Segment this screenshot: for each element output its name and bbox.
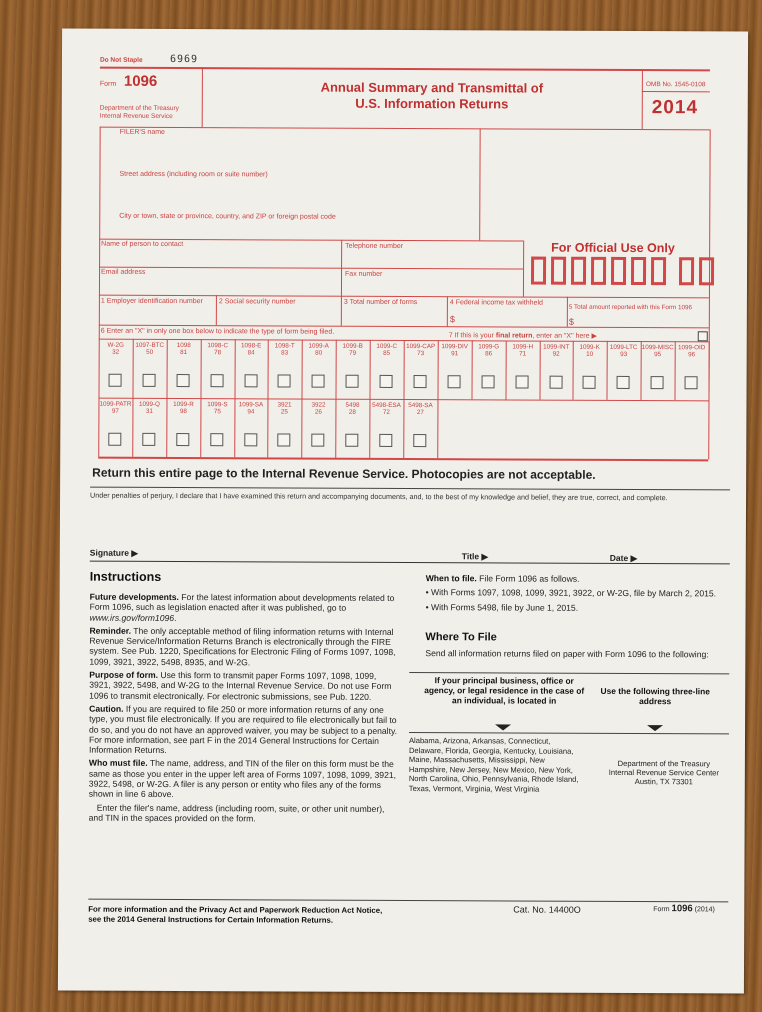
official-use-box [571, 257, 586, 285]
email-top-rule [99, 267, 523, 270]
address-line-1: Department of the Treasury [617, 758, 711, 769]
privacy-line-2: see the 2014 General Instructions for Certain Information Returns. [88, 914, 334, 925]
form-type-name: 1099-OID [678, 344, 706, 352]
perjury-statement: Under penalties of perjury, I declare that I have examined this return and accompanying documents, and, to the best of my knowledge and belief, they are true, correct, and complete. [90, 490, 668, 503]
form-type-cell [302, 343, 336, 357]
box-divider [216, 295, 217, 325]
form-right-border [708, 129, 710, 459]
form-type-code: 75 [213, 408, 221, 416]
form-type-cell [369, 402, 403, 416]
form-type-checkbox[interactable] [312, 375, 325, 388]
form-type-checkbox[interactable] [448, 375, 461, 388]
form-type-name: 1098-C [207, 342, 229, 350]
down-arrow-icon [647, 725, 663, 731]
form-number: 1096 [123, 72, 158, 90]
form-type-name: 1099-INT [543, 343, 570, 351]
form-type-name: 1097-BTC [135, 341, 165, 349]
form-type-cell [675, 344, 709, 358]
form-type-name: 1099-K [579, 343, 600, 351]
form-type-cell [438, 343, 472, 357]
form-type-code: 91 [451, 350, 459, 358]
form-type-cell [99, 342, 133, 356]
tax-year: 2014 [651, 97, 699, 119]
when-bullet-2: • With Forms 5498, file by June 1, 2015. [425, 601, 579, 613]
form-type-checkbox[interactable] [482, 375, 495, 388]
form-type-cell [540, 344, 573, 358]
form-type-name: 1099-H [512, 343, 534, 351]
form-type-name: 3921 [277, 401, 292, 409]
form-type-cell [268, 342, 302, 356]
official-use-box [611, 257, 626, 285]
title-label: Title ▶ [461, 551, 489, 562]
address-line-2: Internal Revenue Service Center [608, 767, 719, 778]
form-type-name: 3922 [311, 401, 326, 409]
official-use-box [531, 257, 546, 285]
form-type-code: 96 [688, 351, 696, 359]
form-type-code: 32 [112, 348, 120, 356]
form-type-cell [235, 342, 268, 356]
form-type-checkbox[interactable] [413, 434, 426, 447]
form-type-checkbox[interactable] [583, 376, 596, 389]
final-return-checkbox[interactable] [698, 331, 708, 341]
form-type-code: 26 [314, 408, 322, 416]
city-state-zip-label: City or town, state or province, country, and ZIP or foreign postal code [119, 212, 336, 221]
footer-rule [88, 899, 728, 903]
form-type-checkbox[interactable] [211, 374, 224, 387]
form-type-cell [301, 402, 335, 416]
privacy-line-1: For more information and the Privacy Act and Paperwork Reduction Act Notice, [88, 904, 383, 915]
handwritten-serial: 6969 [169, 53, 199, 66]
form-type-checkbox[interactable] [346, 375, 359, 388]
privacy-notice [88, 905, 382, 925]
contact-name-label: Name of person to contact [101, 240, 184, 249]
form-type-checkbox[interactable] [210, 433, 223, 446]
future-developments-para: Future developments. For the latest information about developments related to Form 1096, such as legislation enacted after it was published, go to www.irs.gov/form1096. [89, 591, 395, 623]
form-title-line1: Annual Summary and Transmittal of [320, 79, 544, 96]
where-to-file-intro: Send all information returns filed on paper with Form 1096 to the following: [425, 648, 709, 660]
down-arrow-icon [495, 724, 511, 730]
form-type-code: 84 [247, 349, 255, 357]
states-list: Alabama, Arizona, Arkansas, Connecticut, Delaware, Florida, Georgia, Kentucky, Louisiana, Maine, Massachusetts, Mississippi, New Hampshire, New Jersey, New Mexico, New York, North Carolina, Ohio, Pennsylvania, Rhode Island, Texas, Vermont, Virginia, West Virginia [408, 736, 579, 794]
return-notice: Return this entire page to the Internal Revenue Service. Photocopies are not acceptable. [92, 465, 596, 482]
form-type-code: 31 [145, 407, 153, 415]
form-type-checkbox[interactable] [617, 376, 630, 389]
form-type-checkbox[interactable] [108, 433, 121, 446]
dept-line2: Internal Revenue Service [99, 112, 173, 120]
form-type-name: 1099-Q [138, 400, 160, 408]
official-use-box [699, 257, 714, 285]
instructions-left-column [89, 592, 400, 825]
form-type-name: 1098 [176, 342, 191, 350]
box-divider [447, 296, 448, 326]
form-type-code: 94 [247, 408, 255, 416]
form-type-code: 86 [485, 350, 493, 358]
email-label: Email address [101, 268, 146, 276]
where-to-file-heading: Where To File [425, 631, 497, 644]
address-line-3: Austin, TX 73301 [634, 777, 693, 787]
form-type-name: 1099-PATR [99, 400, 132, 408]
form-type-code: 98 [179, 408, 187, 416]
form-type-code: 85 [383, 349, 391, 357]
form-type-cell [404, 343, 438, 357]
form-1096-page [58, 29, 748, 994]
omb-number: OMB No. 1545-0108 [645, 81, 706, 89]
do-not-staple-label: Do Not Staple [99, 56, 143, 64]
form-type-name: 1098-T [274, 342, 295, 350]
catalog-number: Cat. No. 14400O [513, 904, 581, 915]
official-use-divider [523, 241, 524, 297]
form-type-checkbox[interactable] [516, 375, 529, 388]
where-col1-head: If your principal business, office or agency, or legal residence in the case of an individual, is located in [424, 675, 585, 706]
form-type-name: 1099-S [207, 401, 228, 409]
form-type-cell [200, 401, 234, 415]
form-type-name: 1099-LTC [609, 343, 638, 352]
header-divider-left [202, 67, 203, 127]
irs-address [604, 759, 724, 787]
form-type-cell [506, 343, 540, 357]
footer-form-id: Form 1096 (2014) [653, 903, 715, 915]
signature-label: Signature ▶ [89, 547, 138, 558]
form-type-checkbox[interactable] [345, 434, 358, 447]
box-divider [341, 296, 342, 326]
form-type-code: 27 [416, 409, 424, 417]
date-label: Date ▶ [609, 552, 638, 564]
line6-instruction: 6 Enter an "X" in only one box below to indicate the type of form being filed. [100, 327, 335, 336]
official-use-box [631, 257, 646, 285]
where-col2-head: Use the following three-line address [600, 685, 710, 707]
form-type-checkbox[interactable] [142, 433, 155, 446]
form-type-code: 83 [281, 349, 289, 357]
where-table-top-rule [409, 672, 729, 674]
form-type-cell [472, 343, 506, 357]
form-type-cell [641, 344, 675, 358]
line7-final-return: 7 If this is your final return, enter an "X" here ▶ [448, 332, 597, 340]
box-divider [567, 297, 568, 327]
official-use-box [679, 257, 694, 285]
form-type-checkbox[interactable] [549, 376, 562, 389]
form-type-cell [370, 343, 404, 357]
official-use-label: For Official Use Only [551, 240, 675, 256]
street-address-label: Street address (including room or suite number) [119, 170, 268, 179]
form-type-code: 79 [349, 349, 357, 357]
form-type-checkbox[interactable] [379, 434, 392, 447]
header-top-rule [100, 67, 710, 72]
form-type-checkbox[interactable] [143, 374, 156, 387]
instructions-heading: Instructions [89, 569, 162, 584]
form-type-code: 80 [315, 349, 323, 357]
form-type-checkbox[interactable] [244, 433, 257, 446]
form-type-code: 28 [348, 408, 356, 416]
official-use-box [651, 257, 666, 285]
form-type-checkbox[interactable] [311, 434, 324, 447]
form-type-cell [166, 401, 200, 415]
form-type-code: 50 [146, 348, 154, 356]
reminder-para: Reminder. The only acceptable method of filing information returns with Internal Revenue Service/Information Returns Branch is electronically through the FIRE system. See Pub. 1220, Specifications for Electronic Filing of Forms 1097, 1098, 1099, 3921, 3922, 5498, 8935, and W-2G. [89, 625, 396, 668]
form-type-code: 72 [382, 408, 390, 416]
form-type-checkbox[interactable] [244, 374, 257, 387]
form-word: Form [99, 80, 117, 88]
form-title-line2: U.S. Information Returns [355, 95, 509, 112]
form-type-name: 1099-DIV [441, 343, 469, 351]
form-type-code: 71 [519, 350, 527, 358]
form-type-checkbox[interactable] [177, 374, 190, 387]
official-use-box [551, 257, 566, 285]
form-type-name: 1099-C [376, 342, 398, 350]
form-type-code: 95 [654, 351, 662, 359]
form-grid-bottom-rule [98, 457, 708, 462]
form-type-name: 1099-G [478, 343, 500, 351]
form-type-name: 5498 [345, 401, 360, 409]
form-type-code: 81 [180, 349, 188, 357]
filers-name-label: FILER'S name [119, 128, 165, 136]
form-type-code: 10 [586, 350, 594, 358]
where-table-header-rule [409, 732, 729, 734]
form-type-checkbox[interactable] [380, 375, 393, 388]
form-type-checkbox[interactable] [414, 375, 427, 388]
form-type-name: 1099-CAP [406, 343, 436, 351]
official-use-box [591, 257, 606, 285]
form-type-checkbox[interactable] [651, 376, 664, 389]
form-type-name: 1098-E [241, 342, 262, 350]
form-type-name: 5498-SA [408, 402, 433, 410]
telephone-label: Telephone number [345, 242, 404, 250]
filer-right-divider [479, 128, 480, 240]
form-type-code: 25 [280, 408, 288, 416]
box3-total-forms-label: 3 Total number of forms [343, 298, 418, 307]
form-type-code: 92 [552, 350, 560, 358]
form-type-cell [335, 402, 369, 416]
when-to-file-section [426, 573, 731, 613]
grid-divider [708, 341, 709, 400]
form-type-name: 1099-MISC [641, 344, 674, 352]
form-type-cell [573, 344, 607, 358]
form-type-cell [201, 342, 235, 356]
form-type-code: 93 [620, 350, 628, 358]
perjury-rule [90, 487, 730, 491]
when-bullet-1: • With Forms 1097, 1098, 1099, 3921, 3922, or W-2G, file by March 2, 2015. [425, 587, 717, 599]
form-type-code: 73 [417, 350, 425, 358]
form-type-cell [167, 342, 201, 356]
form-type-checkbox[interactable] [685, 376, 698, 389]
form-type-cell [234, 401, 267, 415]
form-type-checkbox[interactable] [176, 433, 189, 446]
box2-ssn-label: 2 Social security number [218, 298, 296, 306]
dept-line1: Department of the Treasury [99, 104, 179, 113]
filer-top-rule [100, 127, 710, 131]
box4-dollar: $ [449, 314, 455, 325]
header-divider-right [642, 69, 643, 129]
form-type-cell [98, 401, 132, 415]
form-type-code: 78 [214, 349, 222, 357]
box5-total-amount-label: 5 Total amount reported with this Form 1096 [568, 303, 692, 312]
purpose-para: Purpose of form. Use this form to transmit paper Forms 1097, 1098, 1099, 3921, 3922, 5498, and W-2G to the Internal Revenue Service. Do not use Form 1096 to transmit electronically. For electronic submissions, see Pub. 1220. [89, 669, 392, 702]
form-type-checkbox[interactable] [277, 433, 290, 446]
box5-dollar: $ [568, 316, 574, 327]
form-type-cell [607, 344, 641, 358]
who-must-file-para: Who must file. The name, address, and TIN of the filer on this form must be the same as those you enter in the upper left area of Forms 1097, 1098, 1099, 3921, 3922, 5498, or W-2G. A filer is any person or entity who files any of the forms shown in line 6 above. [88, 758, 397, 800]
form-type-name: 1099-B [342, 342, 363, 350]
form-type-checkbox[interactable] [109, 374, 122, 387]
caution-para: Caution. If you are required to file 250 or more information returns of any one type, you must file electronically. If you are required to file electronically but fail to do so, and you do not have an approved waiver, you may be subject to a penalty. For more information, see part F in the 2014 General Instructions for Certain Information Returns. [88, 703, 398, 756]
form-type-name: 1099-A [308, 342, 329, 350]
form-type-cell [133, 342, 167, 356]
omb-rule [642, 91, 710, 92]
enter-filer-para: Enter the filer's name, address (including room, suite, or other unit number), and TIN in the spaces provided on the form. [88, 802, 385, 824]
form-type-cell [267, 401, 301, 415]
when-to-file-para: When to file. File Form 1096 as follows. [425, 573, 580, 584]
form-type-name: W-2G [107, 341, 124, 349]
form-type-cell [132, 401, 166, 415]
form-type-code: 97 [111, 407, 119, 415]
form-type-name: 5498-ESA [372, 401, 401, 409]
form-type-cell [336, 343, 370, 357]
box4-tax-withheld-label: 4 Federal income tax withheld [449, 299, 543, 307]
grid-divider [437, 399, 438, 458]
box1-ein-label: 1 Employer identification number [100, 297, 203, 306]
fax-label: Fax number [345, 270, 383, 278]
form-type-name: 1099-SA [238, 401, 264, 409]
form-type-checkbox[interactable] [278, 374, 291, 387]
form-type-cell [403, 402, 437, 416]
form-type-name: 1099-R [173, 400, 194, 409]
